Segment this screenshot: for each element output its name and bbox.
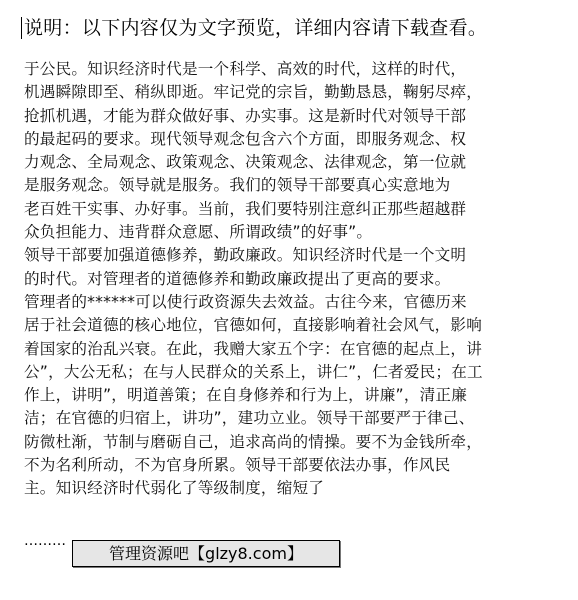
text-line: 不为名利所动，不为官身所累。领导干部要依法办事，作风民: [24, 456, 451, 475]
text-line: 的最起码的要求。现代领导观念包含六个方面，即服务观念、权: [24, 129, 467, 148]
text-line: 是服务观念。领导就是服务。我们的领导干部要真心实意地为: [24, 176, 451, 195]
text-line: 防微杜渐，节制与磨砺自己，追求高尚的情操。要不为金钱所牵，: [24, 432, 483, 451]
text-line: 主。知识经济时代弱化了等级制度，缩短了: [24, 479, 325, 498]
text-line: 居于社会道德的核心地位，官德如何，直接影响着社会风气，影响: [24, 316, 483, 335]
preview-notice: 说明：以下内容仅为文字预览，详细内容请下载查看。: [24, 17, 488, 39]
text-line: 洁；在官德的归宿上，讲功”，建功立业。领导干部要严于律己、: [24, 409, 475, 428]
text-line: 着国家的治乱兴衰。在此，我赠大家五个字：在官德的起点上，讲: [24, 339, 483, 358]
text-line: 力观念、全局观念、政策观念、决策观念、法律观念，第一位就: [24, 153, 467, 172]
site-banner-link[interactable]: 管理资源吧【glzy8.com】: [72, 540, 340, 567]
text-line: 抢抓机遇，才能为群众做好事、办实事。这是新时代对领导干部: [24, 106, 467, 125]
text-line: 于公民。知识经济时代是一个科学、高效的时代，这样的时代，: [24, 60, 467, 78]
text-line: 公”，大公无私；在与人民群众的关系上，讲仁”，仁者爱民；在工: [24, 362, 483, 381]
document-body: [24, 58, 560, 501]
text-cursor: [21, 17, 22, 39]
text-line: 管理者的******可以使行政资源失去效益。古往今来，官德历来: [24, 292, 467, 311]
text-line: 的时代。对管理者的道德修养和勤政廉政提出了更高的要求。: [24, 269, 451, 288]
text-line: 老百姓干实事、办好事。当前，我们要特别注意纠正那些超越群: [24, 199, 467, 218]
text-line: 作上，讲明”，明道善策；在自身修养和行为上，讲廉”，清正廉: [24, 386, 467, 405]
text-line: 众负担能力、违背群众意愿、所谓政绩”的好事”。: [24, 223, 373, 242]
ellipsis-text: ………: [24, 533, 66, 549]
text-line: 机遇瞬隙即至、稍纵即逝。牢记党的宗旨，勤勤恳恳，鞠躬尽瘁，: [24, 83, 483, 102]
text-line: 领导干部要加强道德修养，勤政廉政。知识经济时代是一个文明: [24, 246, 467, 265]
